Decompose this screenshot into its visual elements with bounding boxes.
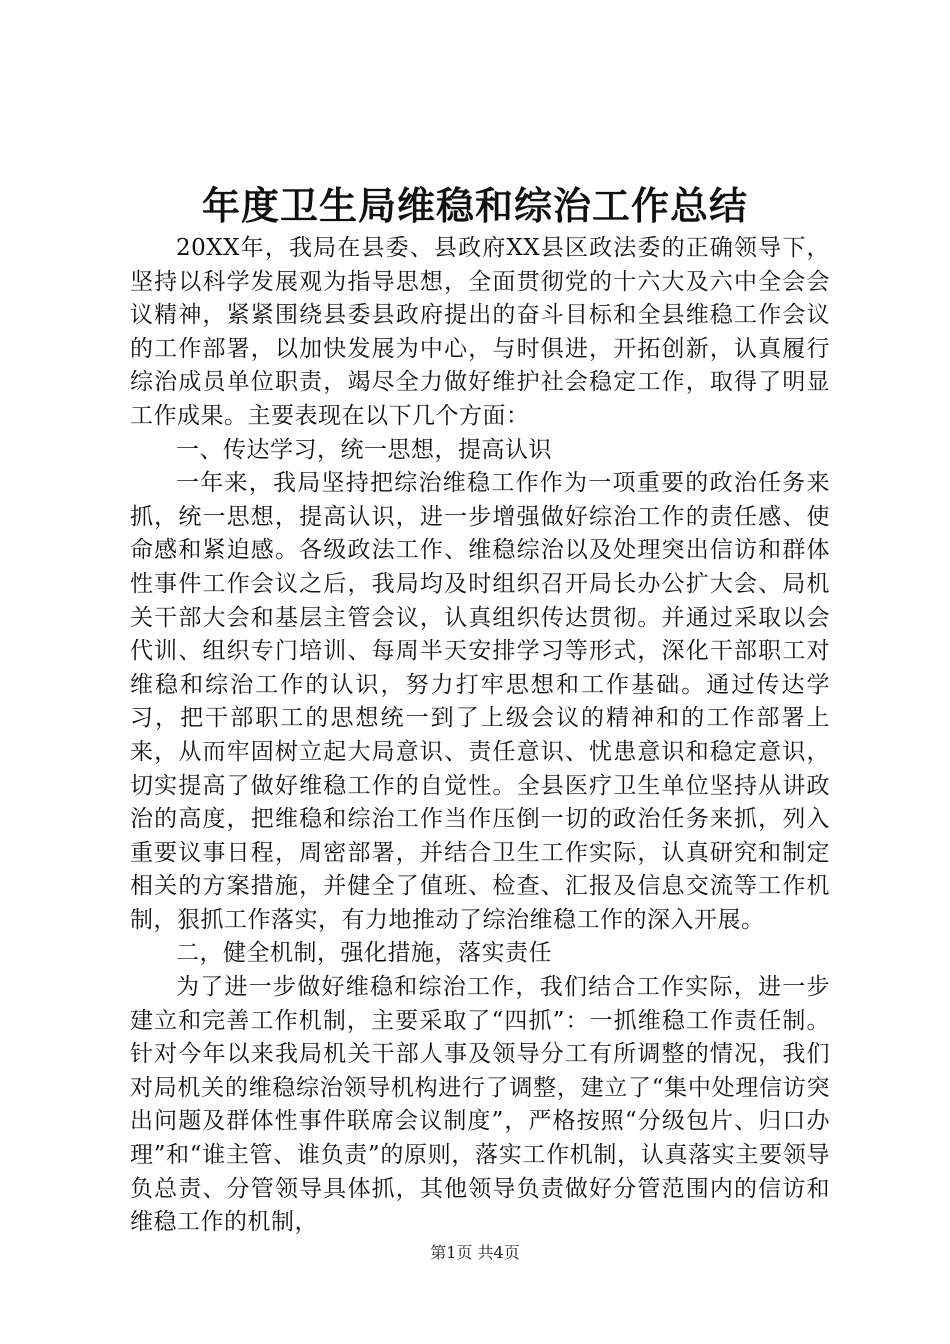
section-2-paragraph: 为了进一步做好维稳和综治工作，我们结合工作实际，进一步建立和完善工作机制，主要采取了“四抓”：一抓维稳工作责任制。针对今年以来我局机关干部人事及领导分工有所调整的情况，我们对局机关的维稳综治领导机构进行了调整，建立了“集中处理信访突出问题及群体性事件联席会议制度”，严格按照“分级包片、归口办理”和“谁主管、谁负责”的原则，落实工作机制，认真落实主要领导负总责、分管领导具体抓，其他领导负责做好分管范围内的信访和维稳工作的机制， [130, 974, 830, 1236]
section-heading-2: 二，健全机制，强化措施，落实责任 [176, 940, 552, 967]
section-1-paragraph: 一年来，我局坚持把综治维稳工作作为一项重要的政治任务来抓，统一思想，提高认识，进一步增强做好综治工作的责任感、使命感和紧迫感。各级政法工作、维稳综治以及处理突出信访和群体性事件工作会议之后，我局均及时组织召开局长办公扩大会、局机关干部大会和基层主管会议，认真组织传达贯彻。并通过采取以会代训、组织专门培训、每周半天安排学习等形式，深化干部职工对维稳和综治工作的认识，努力打牢思想和工作基础。通过传达学习，把干部职工的思想统一到了上级会议的精神和的工作部署上来，从而牢固树立起大局意识、责任意识、忧患意识和稳定意识，切实提高了做好维稳工作的自觉性。全县医疗卫生单位坚持从讲政治的高度，把维稳和综治工作当作压倒一切的政治任务来抓，列入重要议事日程，周密部署，并结合卫生工作实际，认真研究和制定相关的方案措施，并健全了值班、检查、汇报及信息交流等工作机制，狠抓工作落实，有力地推动了综治维稳工作的深入开展。 [130, 470, 830, 933]
section-heading-1: 一、传达学习，统一思想，提高认识 [176, 436, 552, 463]
document-body [130, 232, 830, 1240]
intro-paragraph: 20XX年，我局在县委、县政府XX县区政法委的正确领导下，坚持以科学发展观为指导思想，全面贯彻党的十六大及六中全会会议精神，紧紧围绕县委县政府提出的奋斗目标和全县维稳工作会议的工作部署，以加快发展为中心，与时俱进，开拓创新，认真履行综治成员单位职责，竭尽全力做好维护社会稳定工作，取得了明显工作成果。主要表现在以下几个方面： [130, 235, 830, 429]
page-footer: 第1页 共4页 [430, 1243, 520, 1262]
document-title: 年度卫生局维稳和综治工作总结 [201, 183, 748, 228]
